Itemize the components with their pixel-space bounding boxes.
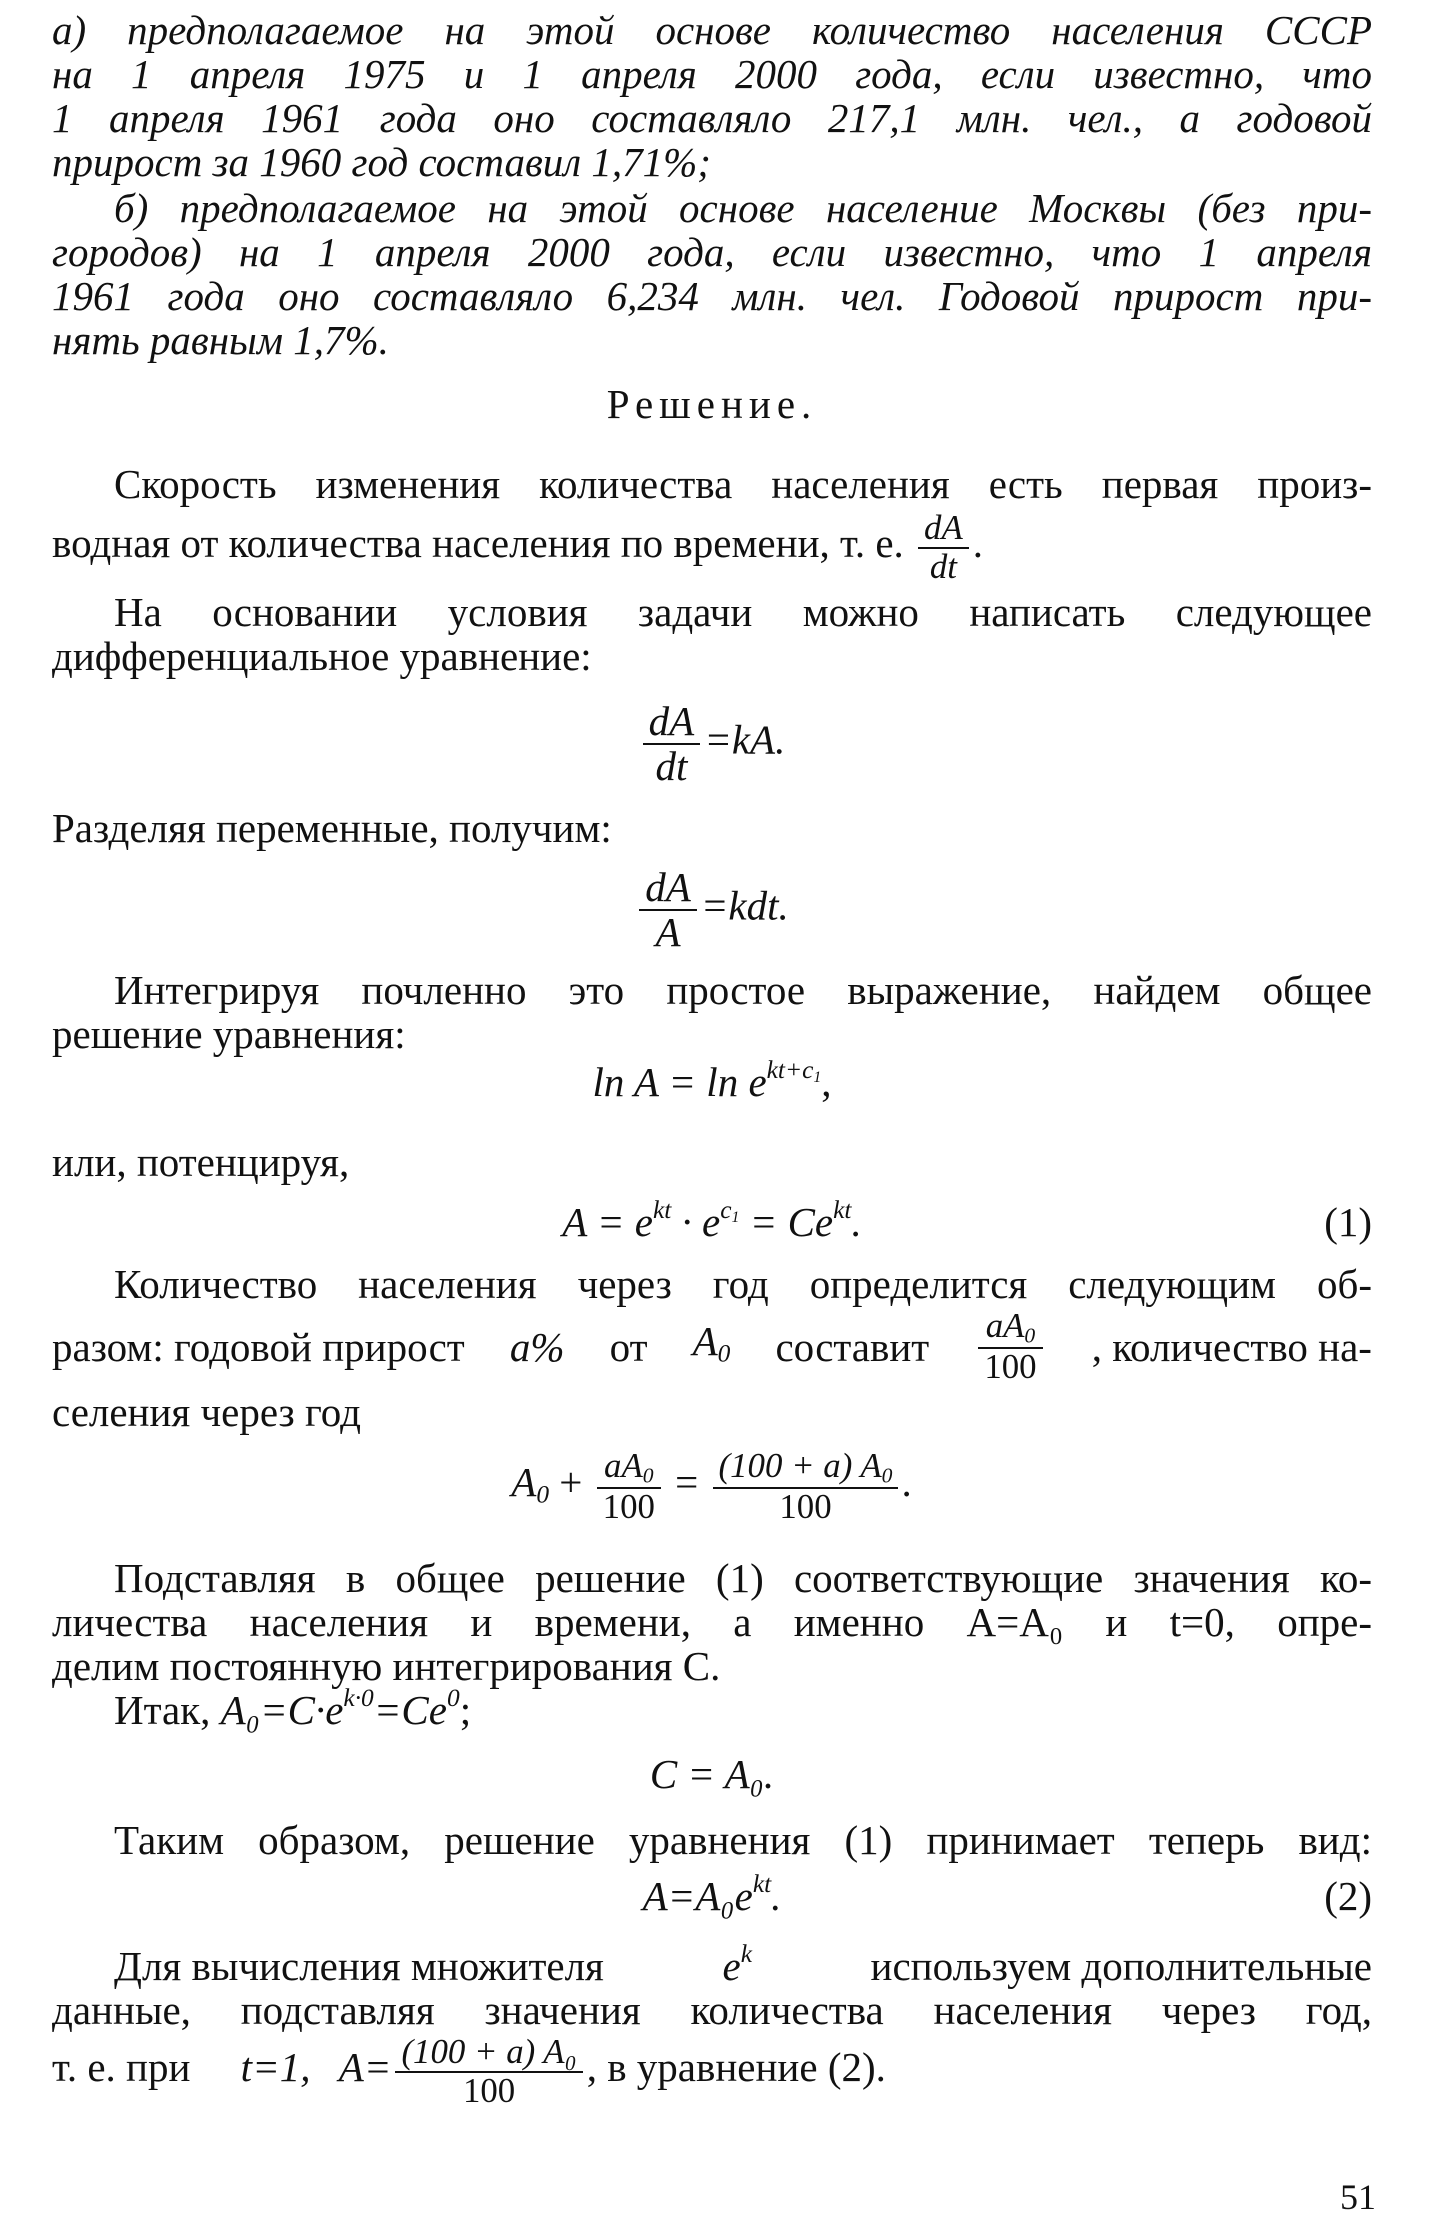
text-line: б) предполагаемое на этой основе население Москвы (без при- xyxy=(114,185,1372,231)
text-fragment: . xyxy=(851,1199,862,1245)
equation-constant: C = A₀. xyxy=(649,1751,775,1797)
variable-base: e xyxy=(722,1943,741,1989)
equation-1 xyxy=(52,1196,1372,1245)
equation-lhs: ln A = ln e xyxy=(592,1059,767,1105)
text-fragment: водная от количества населения по времени, т. е. xyxy=(52,519,904,566)
paragraph-multiplier xyxy=(52,1940,1372,2110)
percent-symbol: a% xyxy=(509,1323,565,1370)
text-fragment: от xyxy=(609,1323,648,1370)
fraction-numerator xyxy=(597,1448,661,1489)
fraction xyxy=(918,510,969,585)
text-line: Количество населения через год определится следующим об- xyxy=(114,1261,1372,1307)
fraction-numerator xyxy=(978,1308,1042,1349)
paragraph-annual-growth xyxy=(52,1262,1372,1434)
text-line xyxy=(52,2034,1372,2109)
exponent-text: c xyxy=(720,1196,732,1225)
text-line: дифференциальное уравнение: xyxy=(52,633,592,679)
operator: = xyxy=(675,1459,699,1506)
fraction-numerator: dA xyxy=(918,510,969,549)
exponent: k·0 xyxy=(343,1684,374,1713)
text-line xyxy=(52,510,1372,585)
paragraph-condition xyxy=(52,590,1372,678)
text-fragment: Для вычисления множителя xyxy=(114,1943,604,1989)
equation-number: (2) xyxy=(1324,1873,1372,1919)
text-fragment: Итак, xyxy=(114,1687,211,1733)
equation-population-year xyxy=(52,1448,1372,1526)
equation-number: (1) xyxy=(1324,1199,1372,1245)
equation-rhs: =kA. xyxy=(704,716,786,763)
equation-part: A= xyxy=(338,2043,392,2090)
variable: $A_0$ xyxy=(692,1317,731,1367)
page-number: 51 xyxy=(1340,2177,1376,2217)
exponent: 0 xyxy=(446,1684,460,1713)
text-line: а) предполагаемое на этой основе количество населения СССР xyxy=(52,7,1372,53)
exponent: kt xyxy=(752,1870,772,1899)
equation-differential xyxy=(52,700,1372,788)
paragraph-derivative xyxy=(52,462,1372,585)
fraction-numerator xyxy=(713,1448,899,1489)
exponent xyxy=(766,1056,822,1087)
text-fragment: . xyxy=(902,1459,913,1506)
problem-part-b xyxy=(52,186,1372,362)
text-line: городов) на 1 апреля 2000 года, если известно, что 1 апреля xyxy=(52,229,1372,275)
numerator-subscript: 0 xyxy=(642,1463,654,1488)
fraction-numerator: dA xyxy=(639,866,697,911)
fraction-denominator: dt xyxy=(929,546,957,586)
exponent: k xyxy=(740,1940,752,1969)
fraction-denominator: A xyxy=(655,909,681,956)
fraction-denominator: dt xyxy=(655,743,688,790)
text-fragment: разом: годовой прирост xyxy=(52,1323,465,1370)
text-line xyxy=(52,1308,1372,1386)
text-line xyxy=(52,1940,1372,1989)
paragraph-substitute xyxy=(52,1556,1372,1688)
text-fragment: . xyxy=(771,1873,782,1919)
fraction-numerator: dA xyxy=(643,700,701,745)
text-fragment: , xyxy=(821,1059,832,1105)
variable xyxy=(722,1940,752,1989)
text-line: Подставляя в общее решение (1) соответствующие значения ко- xyxy=(114,1555,1372,1601)
text-line: На основании условия задачи можно написать следующее xyxy=(114,589,1372,635)
equation-part: t=1, xyxy=(240,2043,311,2090)
text-line: данные, подставляя значения количества населения через год, xyxy=(52,1987,1372,2033)
text-fragment: ; xyxy=(459,1687,472,1733)
paragraph-separate: Разделяя переменные, получим: xyxy=(52,805,612,851)
equation-rhs: =kdt. xyxy=(700,882,789,929)
fraction xyxy=(713,1448,899,1526)
fraction xyxy=(597,1448,661,1526)
text-line: делим постоянную интегрирования C. xyxy=(52,1643,721,1689)
fraction-denominator: 100 xyxy=(984,1347,1037,1387)
fraction xyxy=(643,700,701,788)
equation-lhs: A xyxy=(511,1459,537,1506)
equation-part: A₀=C·e xyxy=(220,1687,344,1733)
operator: + xyxy=(559,1459,583,1506)
paragraph-thus: Таким образом, решение уравнения (1) принимает теперь вид: xyxy=(114,1817,1372,1863)
text-line: на 1 апреля 1975 и 1 апреля 2000 года, если известно, что xyxy=(52,51,1372,97)
text-fragment: т. е. при xyxy=(52,2043,191,2090)
equation-lhs: A=A₀e xyxy=(642,1873,753,1919)
fraction xyxy=(978,1308,1042,1386)
text-line: решение уравнения: xyxy=(52,1011,406,1057)
equation-log xyxy=(52,1056,1372,1105)
exponent: kt xyxy=(833,1196,852,1225)
equation-separated xyxy=(52,866,1372,954)
numerator-text: aA xyxy=(985,1306,1025,1345)
text-fragment: , в уравнение (2). xyxy=(586,2043,886,2090)
fraction-denominator: 100 xyxy=(462,2070,516,2110)
exponent: kt xyxy=(652,1196,672,1225)
text-fragment: составит xyxy=(775,1323,930,1370)
solution-heading: Решение. xyxy=(606,381,818,427)
problem-part-a xyxy=(52,8,1372,184)
equation-2 xyxy=(52,1870,1372,1919)
text-line: нять равным 1,7%. xyxy=(52,317,389,363)
paragraph-integrate xyxy=(52,968,1372,1056)
equation-part: A = e xyxy=(562,1199,653,1245)
numerator-text: aA xyxy=(604,1446,643,1485)
fraction-denominator: 100 xyxy=(779,1487,832,1527)
equation-part: =Ce xyxy=(373,1687,447,1733)
exponent-subscript: 1 xyxy=(731,1209,740,1227)
fraction xyxy=(639,866,697,954)
paragraph-potentiate: или, потенцируя, xyxy=(52,1139,350,1185)
text-fragment: . xyxy=(972,519,983,566)
text-line: личества населения и времени, а именно A=A₀ и t=0, опре- xyxy=(52,1599,1372,1645)
equation-part: = Ce xyxy=(739,1199,834,1245)
numerator-subscript: 0 xyxy=(1024,1323,1036,1348)
exponent-subscript: 1 xyxy=(813,1069,822,1087)
fraction-denominator: 100 xyxy=(602,1487,655,1527)
exponent-text: kt+c xyxy=(766,1056,814,1085)
numerator-text: (100 + a) A xyxy=(718,1446,882,1485)
text-line: селения через год xyxy=(52,1388,361,1435)
text-line: Скорость изменения количества населения есть первая произ- xyxy=(114,461,1372,507)
exponent xyxy=(720,1196,740,1227)
subscript: 0 xyxy=(536,1480,550,1509)
text-line: прирост за 1960 год составил 1,71%; xyxy=(52,139,711,185)
numerator-subscript: 0 xyxy=(881,1463,893,1488)
fraction-numerator: (100 + a) A₀ xyxy=(395,2034,582,2073)
paragraph-so xyxy=(52,1684,1372,1733)
text-line: 1 апреля 1961 года оно составляло 217,1 млн. чел., а годовой xyxy=(52,95,1372,141)
text-line: Интегрируя почленно это простое выражение, найдем общее xyxy=(114,967,1372,1013)
text-fragment: , количество на- xyxy=(1091,1323,1372,1370)
text-fragment: используем дополнительные xyxy=(870,1943,1372,1989)
equation-part: · e xyxy=(671,1199,721,1245)
text-line: 1961 года оно составляло 6,234 млн. чел. Годовой прирост при- xyxy=(52,273,1372,319)
fraction xyxy=(395,2034,582,2109)
